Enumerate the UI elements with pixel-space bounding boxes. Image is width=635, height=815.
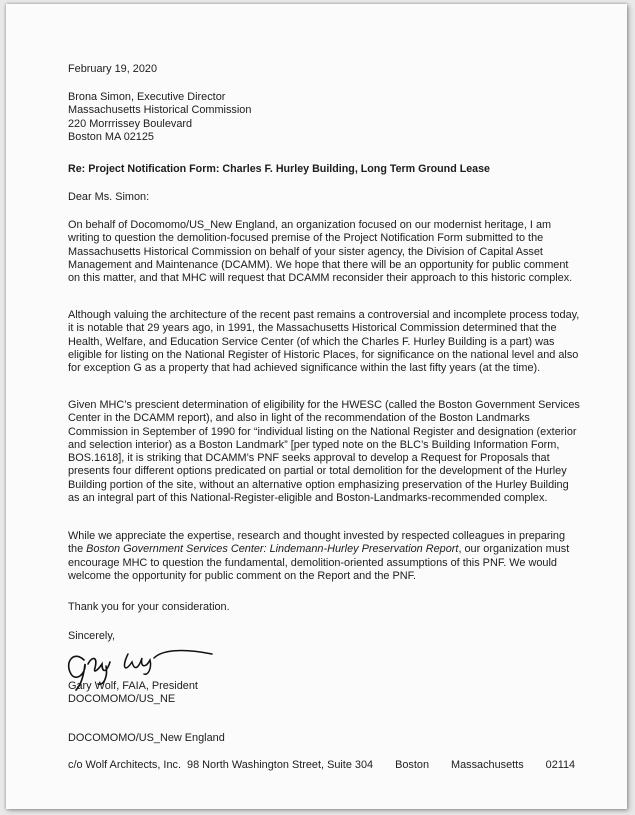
recipient-name: Brona Simon, Executive Director bbox=[68, 91, 226, 103]
footer-address: c/o Wolf Architects, Inc. 98 North Washington Street, Suite 304 bbox=[68, 759, 374, 771]
paragraph-3 bbox=[68, 399, 598, 505]
thank-you-line: Thank you for your consideration. bbox=[68, 601, 230, 613]
paragraph-line: Center in the DCAMM report), and also in light of the recommendation of the Boston Landmarks bbox=[68, 412, 530, 425]
signer-block bbox=[68, 680, 598, 707]
footer-zip: 02114 bbox=[545, 759, 576, 771]
letter-date: February 19, 2020 bbox=[68, 63, 157, 75]
paragraph-line: on this matter, and that MHC will request that DCAMM reconsider their approach to this historic complex. bbox=[68, 272, 573, 285]
footer-city: Boston bbox=[395, 759, 429, 771]
paragraph-line: Massachusetts Historical Commission on behalf of your sister agency, the Division of Capital Asset bbox=[68, 245, 543, 258]
recipient-organization: Massachusetts Historical Commission bbox=[68, 104, 252, 117]
paragraph-line: Health, Welfare, and Education Service Center (of which the Charles F. Hurley Building is a part) was bbox=[68, 335, 555, 348]
closing: Sincerely, bbox=[68, 630, 116, 642]
paragraph-line: writing to question the demolition-focused premise of the Project Notification Form submitted to the bbox=[68, 232, 544, 245]
paragraph-line: Management and Maintenance (DCAMM). We hope that there will be an opportunity for public comment bbox=[68, 258, 569, 271]
salutation: Dear Ms. Simon: bbox=[68, 191, 150, 203]
text-fragment: the bbox=[68, 543, 87, 556]
paragraph-line: and selection interior) as a Boston Landmark” [per typed note on the BLC’s Building Information Form, bbox=[68, 438, 560, 451]
paragraph-line: On behalf of Docomomo/US_New England, an organization focused on our modernist heritage, I am bbox=[68, 219, 552, 231]
paragraph-line: eligible for listing on the National Register of Historic Places, for significance on the national level and also bbox=[68, 348, 579, 361]
paragraph-1 bbox=[68, 219, 598, 285]
letter-page bbox=[6, 4, 627, 809]
paragraph-line bbox=[68, 543, 598, 556]
paragraph-line: welcome the opportunity for public comment on the Report and the PNF. bbox=[68, 569, 417, 582]
footer-row bbox=[68, 759, 628, 772]
paragraph-line: Commission in September of 1990 for “individual listing on the National Register and designation (exterior bbox=[68, 425, 577, 438]
signer-name: Gary Wolf, FAIA, President bbox=[68, 680, 198, 692]
recipient-city: Boston MA 02125 bbox=[68, 130, 154, 143]
report-title: Boston Government Services Center: Lindemann-Hurley Preservation Report bbox=[86, 543, 459, 556]
paragraph-line: encourage MHC to question the fundamental, demolition-oriented assumptions of this PNF. We would bbox=[68, 556, 557, 569]
recipient-address bbox=[68, 91, 598, 144]
paragraph-2 bbox=[68, 309, 598, 375]
footer-state: Massachusetts bbox=[451, 759, 524, 771]
paragraph-line: presents four different options predicated on partial or total demolition for the development of the Hurley bbox=[68, 465, 567, 478]
subject-line: Re: Project Notification Form: Charles F. Hurley Building, Long Term Ground Lease bbox=[68, 163, 491, 175]
paragraph-line: as an integral part of this National-Register-eligible and Boston-Landmarks-recommended complex. bbox=[68, 492, 548, 505]
organization-name: DOCOMOMO/US_New England bbox=[68, 732, 225, 744]
paragraph-line: Building portion of the site, without an alternative option emphasizing preservation of the Hurley Building bbox=[68, 478, 569, 491]
paragraph-4 bbox=[68, 530, 598, 583]
paragraph-line: it is notable that 29 years ago, in 1991, the Massachusetts Historical Commission determined that the bbox=[68, 322, 557, 335]
signer-organization: DOCOMOMO/US_NE bbox=[68, 693, 176, 706]
letterhead-footer bbox=[68, 759, 628, 772]
paragraph-line: Given MHC’s prescient determination of eligibility for the HWESC (called the Boston Government Services bbox=[68, 399, 580, 411]
paragraph-line: for exception G as a property that had achieved significance within the last fifty years (at the time). bbox=[68, 362, 541, 375]
paragraph-line: While we appreciate the expertise, research and thought invested by respected colleagues in preparing bbox=[68, 530, 566, 542]
recipient-street: 220 Morrrissey Boulevard bbox=[68, 117, 193, 130]
text-fragment: , our organization must bbox=[458, 543, 570, 556]
paragraph-line: BOS.1618], it is striking that DCAMM’s PNF seeks approval to develop a Request for Proposals that bbox=[68, 452, 550, 465]
paragraph-line: Although valuing the architecture of the recent past remains a controversial and incomplete process today, bbox=[68, 309, 580, 321]
